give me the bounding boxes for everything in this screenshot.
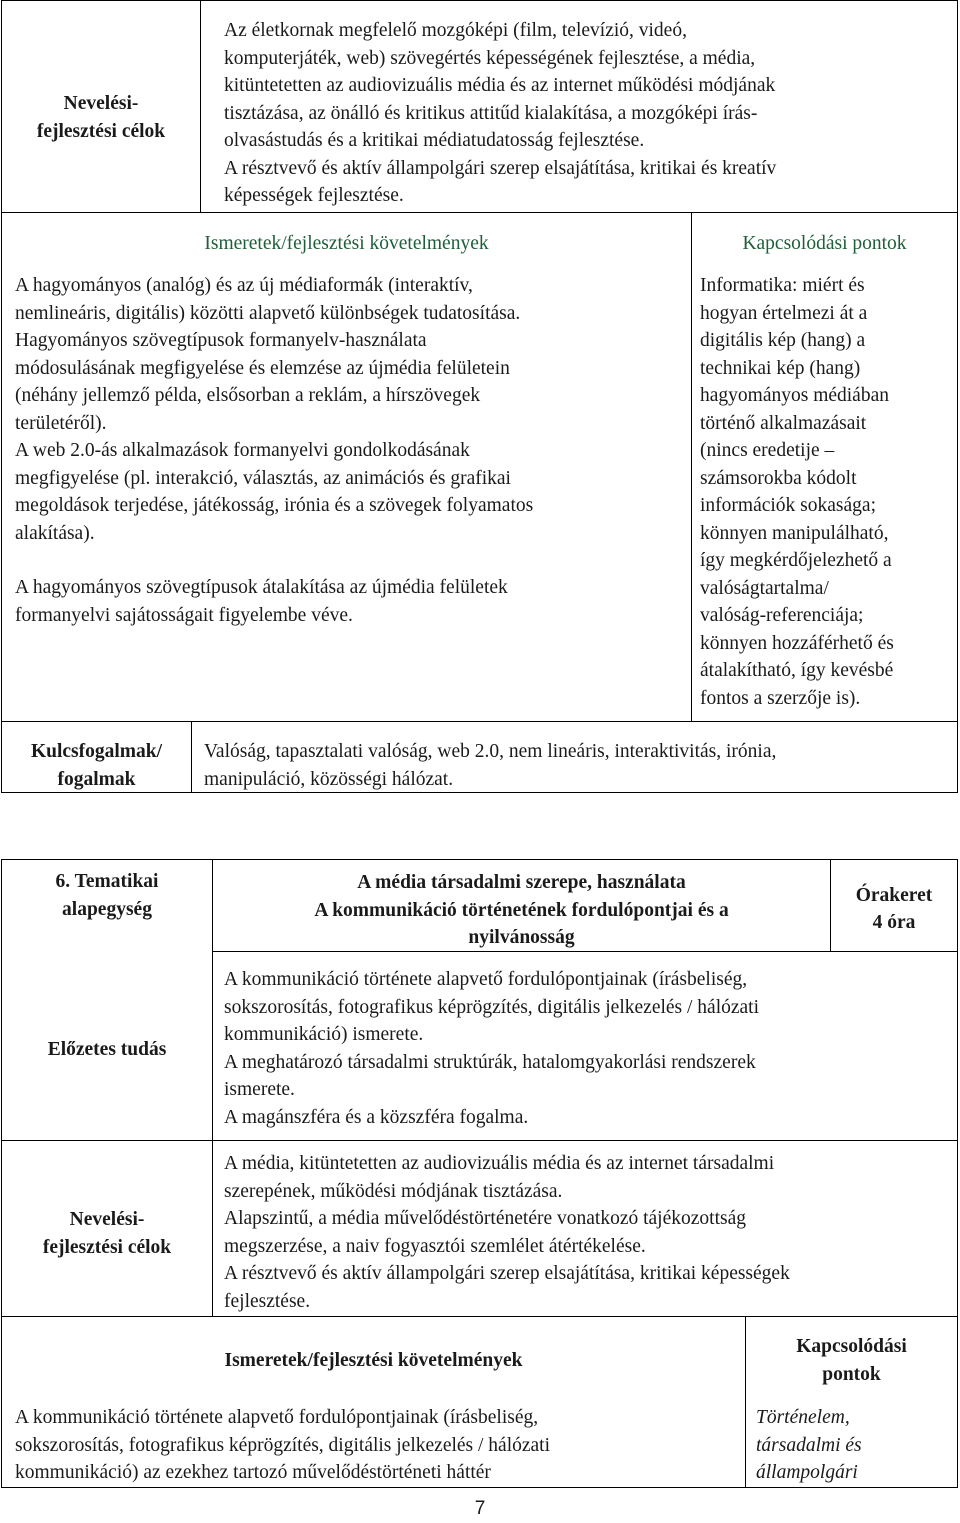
connections-line: fontos a szerzője is). [700,687,861,709]
knowledge-line: Hagyományos szövegtípusok formanyelv-használata [15,330,427,351]
connections-line: átalakítható, így kevésbé [700,660,894,681]
prior-label: Előzetes tudás [47,1039,167,1060]
prior-text [224,966,954,1131]
connections2-line: Történelem, [756,1407,850,1428]
goals-text [224,17,954,210]
connections2-header: Kapcsolódási pontok [796,1336,907,1385]
unit-title-line: nyilvánosság [468,927,575,948]
connections-line: technikai kép (hang) [700,357,861,379]
connections2-line: társadalmi és [756,1434,862,1456]
keyconcepts-text [204,738,956,793]
goals2-line: fejlesztése. [224,1290,311,1312]
connections-line: könnyen manipulálható, [700,522,889,544]
goals-line: kitüntetetten az audiovizuális média és az internet működési módjának [224,75,776,96]
knowledge-line: nemlineáris, digitális) közötti alapvető különbségek tudatosítása. [15,302,521,324]
hours-label: Órakeret [855,885,933,906]
goals-line: képességek fejlesztése. [224,185,404,206]
goals-line: Az életkornak megfelelő mozgóképi (film, televízió, videó, [224,20,687,41]
hours-value: 4 óra [872,912,916,933]
keyconcepts-line: manipuláció, közösségi hálózat. [204,768,454,790]
knowledge-text [15,272,689,629]
unit-title-line: A kommunikáció történetének fordulópontjai és a [314,899,729,921]
prior-line: A meghatározó társadalmi struktúrák, hatalomgyakorlási rendszerek [224,1051,756,1073]
knowledge2-line: A kommunikáció története alapvető fordulópontjainak (írásbeliség, [15,1407,539,1428]
connections-line: könnyen hozzáférhető és [700,632,894,654]
knowledge-line: A web 2.0-ás alkalmazások formanyelvi gondolkodásának [15,440,470,461]
connections-line: hogyan értelmezi át a [700,302,868,324]
connections-text [700,272,955,712]
connections2-line: állampolgári [756,1462,858,1483]
page-number: 7 [474,1498,486,1519]
unit-title-line: A média társadalmi szerepe, használata [357,872,686,893]
connections-line: (nincs eredetije – [700,440,835,461]
connections-line: számsorokba kódolt [700,467,857,489]
goals-line: olvasástudás és a kritikai médiatudatosság fejlesztése. [224,130,645,151]
connections-line: hagyományos médiában [700,385,889,406]
goals-line: komputerjáték, web) szövegértés képességének fejlesztése, a média, [224,47,756,69]
unit-title [213,869,830,952]
connections-header: Kapcsolódási pontok [742,233,907,254]
knowledge-line: megoldások terjedése, játékosság, irónia és a szövegek folyamatos [15,495,534,516]
knowledge-line: formanyelvi sajátosságait figyelembe véve. [15,604,353,626]
knowledge-header: Ismeretek/fejlesztési követelmények [204,233,489,254]
goals2-line: Alapszintű, a média művelődéstörténetére vonatkozó tájékozottság [224,1208,746,1229]
unit-label: 6. Tematikai alapegység [55,871,159,920]
connections-line: információk sokasága; [700,495,876,516]
keyconcepts-line: Valóság, tapasztalati valóság, web 2.0, nem lineáris, interaktivitás, irónia, [204,741,777,762]
knowledge2-header: Ismeretek/fejlesztési követelmények [224,1350,523,1371]
connections-line: digitális kép (hang) a [700,330,866,351]
prior-line: sokszorosítás, fotografikus képrögzítés, digitális jelkezelés / hálózati [224,996,760,1018]
keyconcepts-label: Kulcsfogalmak/ fogalmak [30,741,163,790]
goals-line: A résztvevő és aktív állampolgári szerep elsajátítása, kritikai és kreatív [224,157,777,179]
knowledge-line: (néhány jellemző példa, elsősorban a reklám, a hírszövegek [15,385,481,406]
connections2-text [756,1404,954,1487]
knowledge-line: módosulásának megfigyelése és elemzése az újmédia felületein [15,357,510,379]
goals2-line: A média, kitüntetetten az audiovizuális média és az internet társadalmi [224,1153,775,1174]
goals2-line: megszerzése, a naiv fogyasztói szemlélet átértékelése. [224,1235,646,1257]
goals2-line: szerepének, működési módjának tisztázása. [224,1180,563,1202]
knowledge2-line: kommunikáció) az ezekhez tartozó művelődéstörténeti háttér [15,1462,491,1483]
knowledge2-line: sokszorosítás, fotografikus képrögzítés, digitális jelkezelés / hálózati [15,1434,551,1456]
knowledge-line: alakítása). [15,522,95,544]
connections-line: így megkérdőjelezhető a [700,550,892,571]
connections-line: történő alkalmazásait [700,412,867,434]
goals2-text [224,1150,954,1315]
goals2-label: Nevelési- fejlesztési célok [42,1209,172,1258]
knowledge-line: megfigyelése (pl. interakció, választás, az animációs és grafikai [15,467,511,489]
knowledge-line: A hagyományos (analóg) és az új médiaformák (interaktív, [15,275,473,296]
goals-line: tisztázása, az önálló és kritikus attitűd kialakítása, a mozgóképi írás- [224,102,758,124]
knowledge-line: A hagyományos szövegtípusok átalakítása az újmédia felületek [15,577,508,598]
goals-label: Nevelési- fejlesztési célok [36,93,166,142]
connections-line: Informatika: miért és [700,275,865,296]
prior-line: kommunikáció) ismerete. [224,1024,424,1045]
knowledge-line: területéről). [15,412,107,434]
knowledge2-text [15,1404,743,1487]
prior-line: ismerete. [224,1079,295,1100]
connections-line: valóságtartalma/ [700,577,829,599]
connections-line: valóság-referenciája; [700,605,864,626]
goals2-line: A résztvevő és aktív állampolgári szerep elsajátítása, kritikai képességek [224,1263,790,1284]
prior-line: A kommunikáció története alapvető fordulópontjainak (írásbeliség, [224,969,748,990]
prior-line: A magánszféra és a közszféra fogalma. [224,1106,529,1128]
